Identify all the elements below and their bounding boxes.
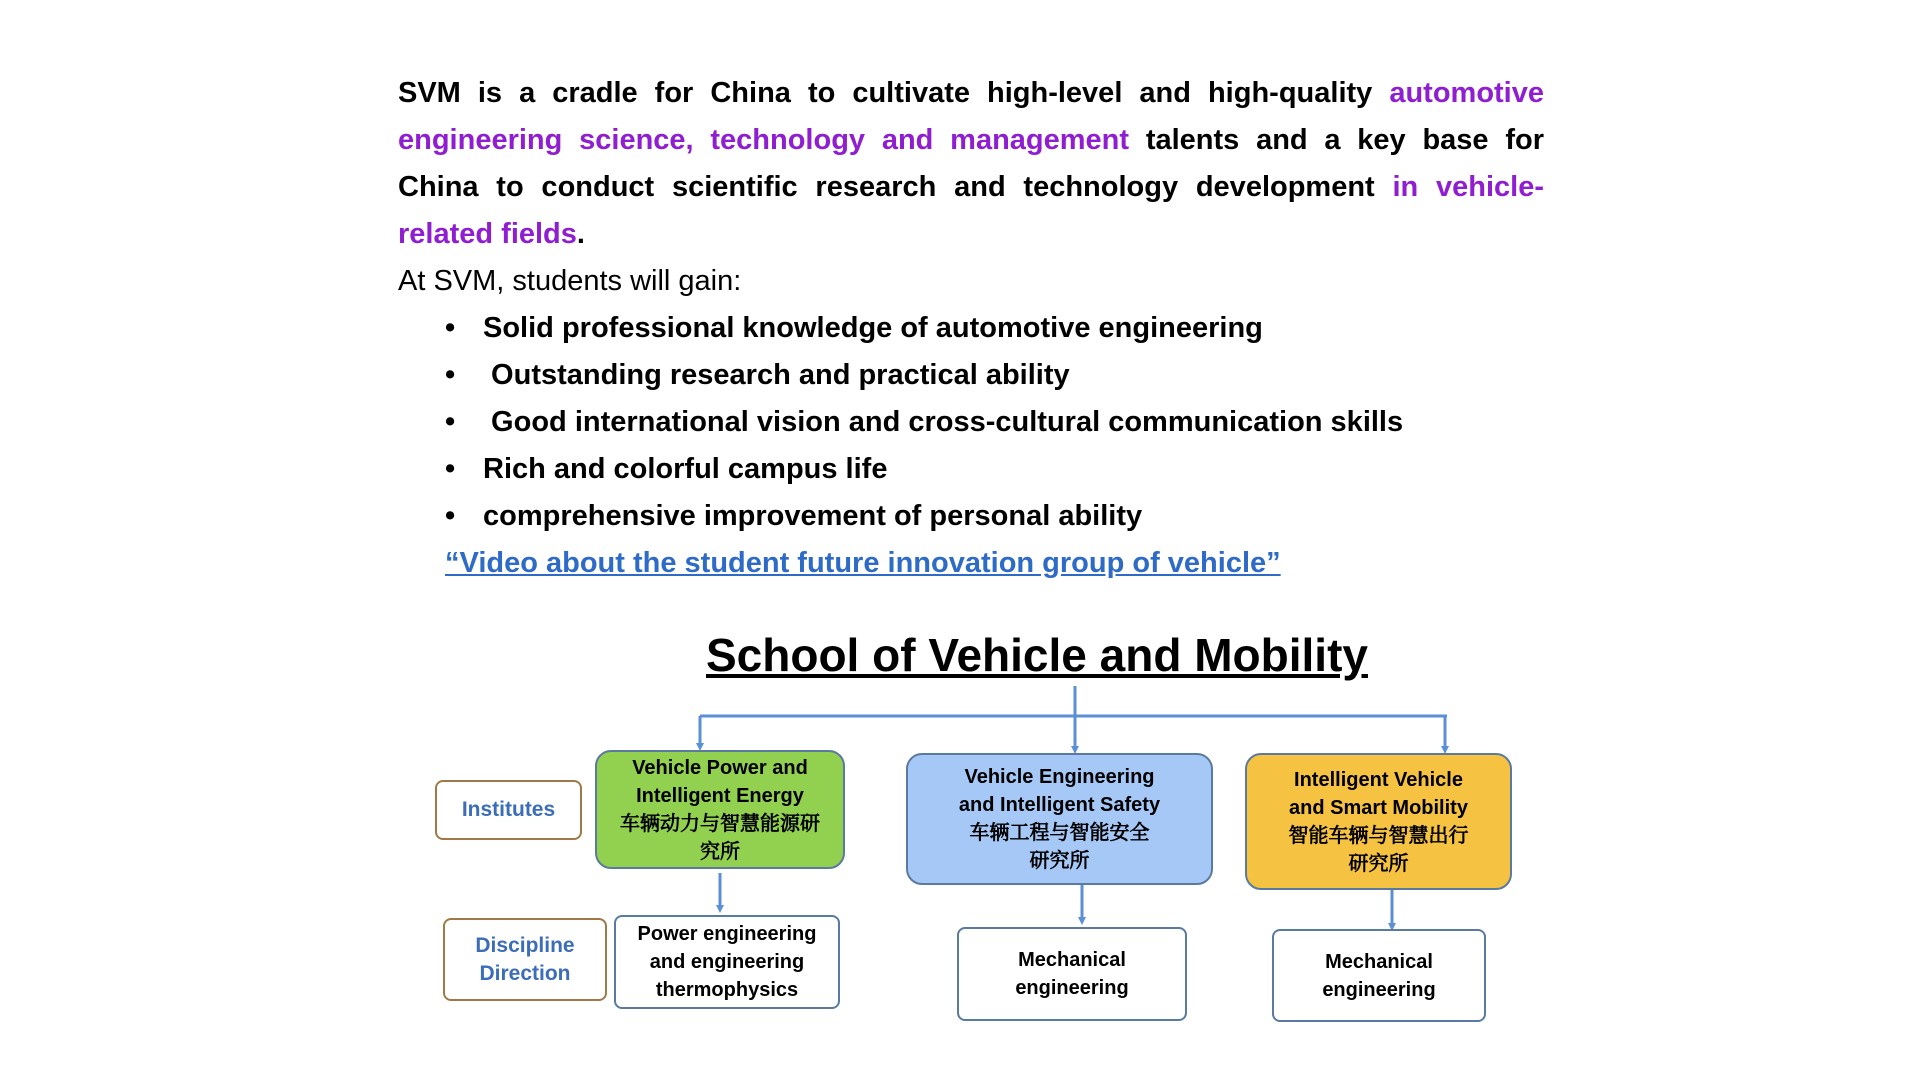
bullet-icon: • bbox=[445, 500, 456, 532]
institute-name-en: Vehicle Engineering bbox=[964, 766, 1155, 788]
intro-text-1: SVM is a cradle for China to cultivate high-level and high-quality bbox=[398, 77, 1390, 109]
bullet-icon: • bbox=[445, 359, 456, 391]
institutes-row-label bbox=[435, 780, 582, 840]
discipline-text: engineering bbox=[1015, 977, 1129, 999]
discipline-label-line: Direction bbox=[479, 961, 571, 985]
discipline-mechanical-engineering-1 bbox=[957, 927, 1187, 1021]
discipline-text: engineering bbox=[1322, 978, 1436, 1001]
gain-item-text: Outstanding research and practical ability bbox=[483, 359, 1070, 391]
institute-name-en: and Intelligent Safety bbox=[958, 794, 1161, 816]
bullet-icon: • bbox=[445, 406, 456, 438]
institute-vehicle-power bbox=[595, 750, 845, 869]
discipline-power-engineering bbox=[614, 915, 840, 1009]
institute-name-en: and Smart Mobility bbox=[1289, 796, 1468, 819]
institutes-label-text: Institutes bbox=[461, 798, 556, 821]
intro-text-2: talents and a key base for China to conduct scientific research and technology development bbox=[398, 124, 1544, 203]
discipline-text: Mechanical bbox=[1018, 949, 1126, 971]
gain-heading: At SVM, students will gain: bbox=[398, 265, 742, 297]
discipline-row-label bbox=[443, 918, 607, 1001]
gain-item-text: Good international vision and cross-cultural communication skills bbox=[483, 406, 1404, 438]
discipline-mechanical-engineering-2 bbox=[1272, 929, 1486, 1022]
institute-name-en: Intelligent Energy bbox=[636, 784, 804, 807]
institute-name-zh: 智能车辆与智慧出行 bbox=[1288, 824, 1469, 847]
institute-name-en: Vehicle Power and bbox=[632, 756, 808, 779]
institute-name-zh: 车辆工程与智能安全 bbox=[969, 822, 1150, 844]
gain-item-text: comprehensive improvement of personal ability bbox=[483, 500, 1143, 532]
institute-name-zh: 研究所 bbox=[1348, 852, 1409, 875]
gain-item-text: Rich and colorful campus life bbox=[483, 453, 888, 485]
institute-name-zh: 研究所 bbox=[1029, 850, 1090, 872]
intro-text-3: . bbox=[576, 218, 585, 250]
discipline-text: thermophysics bbox=[655, 979, 799, 1001]
institute-name-zh: 究所 bbox=[700, 840, 740, 863]
discipline-label-line: Discipline bbox=[475, 933, 575, 957]
discipline-text: Power engineering bbox=[637, 923, 817, 945]
bullet-icon: • bbox=[445, 453, 456, 485]
intro-highlight-2: in vehicle-related fields bbox=[398, 171, 1544, 250]
discipline-text: Mechanical bbox=[1325, 950, 1433, 973]
discipline-text: and engineering bbox=[649, 951, 805, 973]
org-chart-title: School of Vehicle and Mobility bbox=[706, 629, 1368, 681]
video-link[interactable]: “Video about the student future innovation group of vehicle” bbox=[445, 547, 1281, 579]
bullet-icon: • bbox=[445, 312, 456, 344]
institute-vehicle-engineering bbox=[906, 753, 1213, 885]
gain-item-text: Solid professional knowledge of automotive engineering bbox=[483, 312, 1263, 344]
intro-highlight-1: automotive engineering science, technology and management bbox=[398, 77, 1544, 156]
institute-intelligent-vehicle bbox=[1245, 753, 1512, 890]
institute-name-zh: 车辆动力与智慧能源研 bbox=[620, 812, 820, 835]
institute-name-en: Intelligent Vehicle bbox=[1294, 768, 1463, 791]
